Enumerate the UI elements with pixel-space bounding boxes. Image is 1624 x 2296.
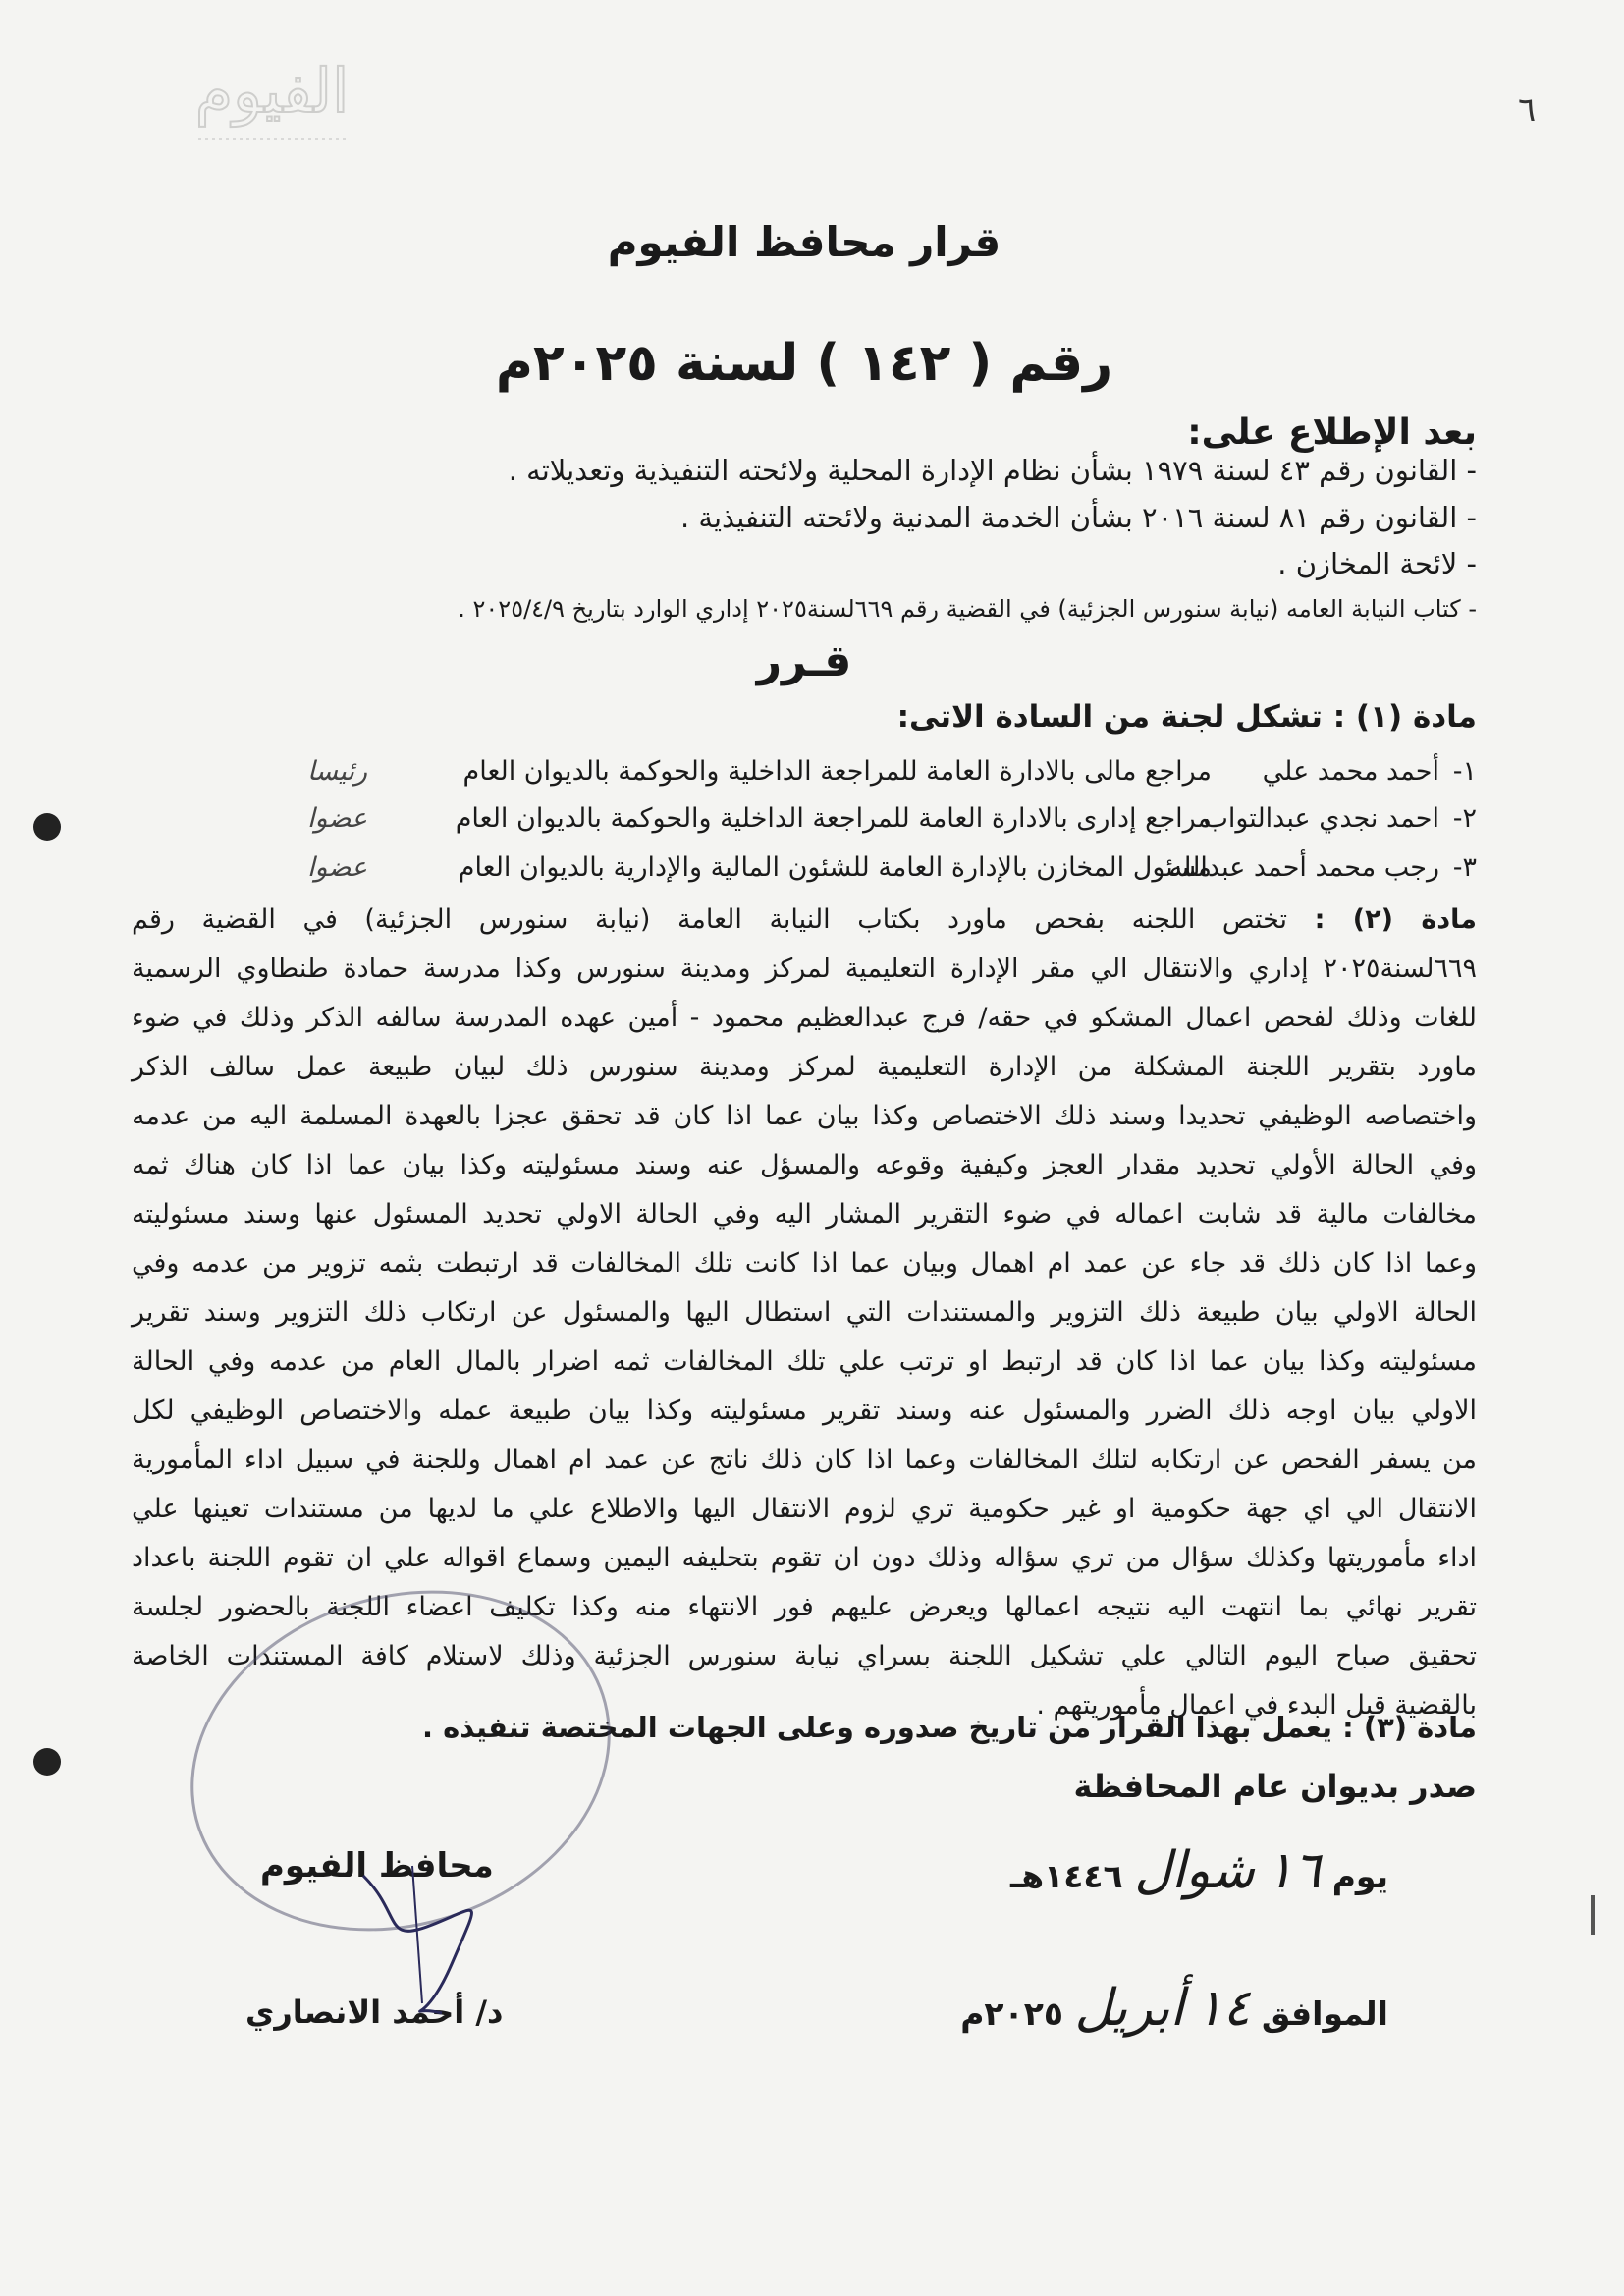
gregorian-date <box>960 1979 1388 2038</box>
preamble-item: - القانون رقم ٤٣ لسنة ١٩٧٩ بشأن نظام الإدارة المحلية ولائحته التنفيذية وتعديلاته . <box>508 454 1477 487</box>
article-2-line: مسئوليته وكذا بيان عما اذا كان قد ارتبط او ترتب علي تلك المخالفات ثمه اضرار بالمال العام من عدمه وفي الحالة <box>132 1346 1477 1377</box>
committee-member-row <box>259 852 1477 896</box>
article-2-line: ٦٦٩لسنة٢٠٢٥ إداري والانتقال الي مقر الإدارة التعليمية لمركز ومدينة سنورس وكذا مدرسة حمادة طنطاوي الرسمية <box>132 954 1477 984</box>
article-2-line: وعما اذا كان ذلك قد جاء عن عمد ام اهمال وبيان عما اذا كانت تلك المخالفات قد ارتبطت بثمه تزوير من عدمه وفي <box>132 1248 1477 1279</box>
article-2-line: اداء مأموريتها وكذلك سؤال من تري سؤاله وذلك دون ان تقوم بتحليفه اليمين وسماع اقواله علي ان تقوم اللجنة باعداد <box>132 1543 1477 1573</box>
preamble-heading: بعد الإطلاع على: <box>1187 412 1477 453</box>
scan-edge-mark <box>1591 1895 1595 1935</box>
member-name: رجب محمد أحمد عبدالله <box>1168 852 1439 883</box>
punch-hole-mark <box>33 1748 61 1776</box>
article-2-line: للغات وذلك لفحص اعمال المشكو في حقه/ فرج عبدالعظيم محمود - أمين عهده المدرسة سالفه الذكر وذلك في ضوء <box>132 1003 1477 1033</box>
signature-scribble <box>344 1856 520 2023</box>
member-job: مسئول المخازن بالإدارة العامة للشئون المالية والإدارية بالديوان العام <box>458 852 1212 883</box>
article-2-line: مخالفات مالية قد شابت اعماله في ضوء التقرير المشار اليه وفي الحالة الاولي تحديد المسئول عنها وسند مسئوليته <box>132 1199 1477 1230</box>
article-2 <box>132 896 1477 1730</box>
preamble-item: - لائحة المخازن . <box>1277 547 1477 580</box>
member-role: رئيسا <box>306 756 367 787</box>
article-3: مادة (٣) : يعمل بهذا القرار من تاريخ صدوره وعلى الجهات المختصة تنفيذه . <box>422 1711 1477 1744</box>
member-job: مراجع إدارى بالادارة العامة للمراجعة الداخلية والحوكمة بالديوان العام <box>455 803 1212 834</box>
article-2-line: تقرير نهائي بما انتهت اليه نتيجه اعمالها ويعرض عليهم فور الانتهاء منه وكذا تكليف اعضاء اللجنة بالحضور لجلسة <box>132 1592 1477 1622</box>
decided-heading: قـرر <box>756 636 852 686</box>
preamble-item: - القانون رقم ٨١ لسنة ٢٠١٦ بشأن الخدمة المدنية ولائحته التنفيذية . <box>679 501 1477 534</box>
issued-at: صدر بديوان عام المحافظة <box>1073 1768 1477 1805</box>
hijri-year: ١٤٤٦هـ <box>1009 1857 1123 1895</box>
article-1-title: مادة (١) : تشكل لجنة من السادة الاتى: <box>896 699 1477 735</box>
article-2-line: وفي الحالة الأولي تحديد مقدار العجز وكيفية وقوعه والمسؤل عنه وسند مسئوليته وكذا بيان عما اذا كان هناك ثمه <box>132 1150 1477 1180</box>
hijri-month-handwritten: شوال <box>1134 1841 1255 1900</box>
preamble-item: - كتاب النيابة العامه (نيابة سنورس الجزئية) في القضية رقم ٦٦٩لسنة٢٠٢٥ إداري الوارد بتاريخ ٢٠٢٥/٤/٩ . <box>458 595 1477 623</box>
decree-number: رقم ( ١٤٢ ) لسنة ٢٠٢٥م <box>495 334 1113 393</box>
signatory-title: محافظ الفيوم <box>260 1846 494 1886</box>
member-role: عضوا <box>307 852 367 883</box>
hijri-date-label: يوم <box>1331 1857 1388 1895</box>
committee-member-row <box>259 803 1477 847</box>
article-2-title: مادة (٢) : <box>1314 904 1477 935</box>
article-2-line: ماورد بتقرير اللجنة المشكلة من الإدارة التعليمية لمركز ومدينة سنورس ذلك لبيان طبيعة عمل سالف الذكر <box>132 1052 1477 1082</box>
governorate-logo <box>149 41 395 159</box>
hijri-day-handwritten: ١٦ <box>1266 1841 1322 1900</box>
member-number: ١- <box>1452 756 1477 787</box>
article-2-line: الانتقال الي اي جهة حكومية او غير حكومية تري لزوم الانتقال اليها والاطلاع علي ما لديها من مستندات تعينها علي <box>132 1494 1477 1524</box>
article-2-line <box>132 896 1477 945</box>
signatory-name: د/ أحمد الانصاري <box>245 1994 504 2031</box>
gregorian-date-label: الموافق <box>1261 1995 1388 2033</box>
committee-member-row <box>259 756 1477 799</box>
article-2-line: واختصاصه الوظيفي تحديدا وسند ذلك الاختصاص وكذا بيان عما اذا كان قد تحقق عجزا بالعهدة المسلمة اليه من عدمه <box>132 1101 1477 1131</box>
article-2-line: الاولي بيان اوجه ذلك الضرر والمسئول عنه وسند تقرير مسئوليته وكذا بيان طبيعة عمله والاختصاص الوظيفي لكل <box>132 1395 1477 1426</box>
member-number: ٣- <box>1452 852 1477 883</box>
article-2-line: الحالة الاولي بيان طبيعة ذلك التزوير والمستندات التي استطال اليها والمسئول عن ارتكاب ذلك التزوير وسند تقرير <box>132 1297 1477 1328</box>
decree-title: قرار محافظ الفيوم <box>607 218 1001 266</box>
member-name: أحمد محمد علي <box>1262 756 1439 787</box>
member-role: عضوا <box>307 803 367 834</box>
article-2-line: من يسفر الفحص عن ارتكابه لتلك المخالفات وعما اذا كان ذلك ناتج عن عمد ام اهمال وللجنة في سبيل اداء المأمورية <box>132 1445 1477 1475</box>
page-number: ٦ <box>1518 90 1537 130</box>
punch-hole-mark <box>33 813 61 841</box>
member-number: ٢- <box>1452 803 1477 834</box>
gregorian-day-handwritten: ١٤ <box>1195 1979 1251 2038</box>
article-2-text: تختص اللجنه بفحص ماورد بكتاب النيابة العامة (نيابة سنورس الجزئية) في القضية رقم <box>132 904 1288 935</box>
hijri-date <box>1010 1841 1388 1900</box>
member-name: احمد نجدي عبدالتواب <box>1203 803 1439 834</box>
member-job: مراجع مالى بالادارة العامة للمراجعة الداخلية والحوكمة بالديوان العام <box>462 756 1212 787</box>
article-2-line: تحقيق صباح اليوم التالي علي تشكيل اللجنة بسراي نيابة سنورس الجزئية وذلك لاستلام كافة المستندات الخاصة <box>132 1641 1477 1671</box>
gregorian-month-handwritten: أبريل <box>1074 1979 1184 2038</box>
logo-text: الفيوم <box>194 55 350 127</box>
gregorian-year: ٢٠٢٥م <box>960 1995 1063 2033</box>
article-2-line: بالقضية قبل البدء في اعمال مأموريتهم . <box>1036 1690 1477 1721</box>
